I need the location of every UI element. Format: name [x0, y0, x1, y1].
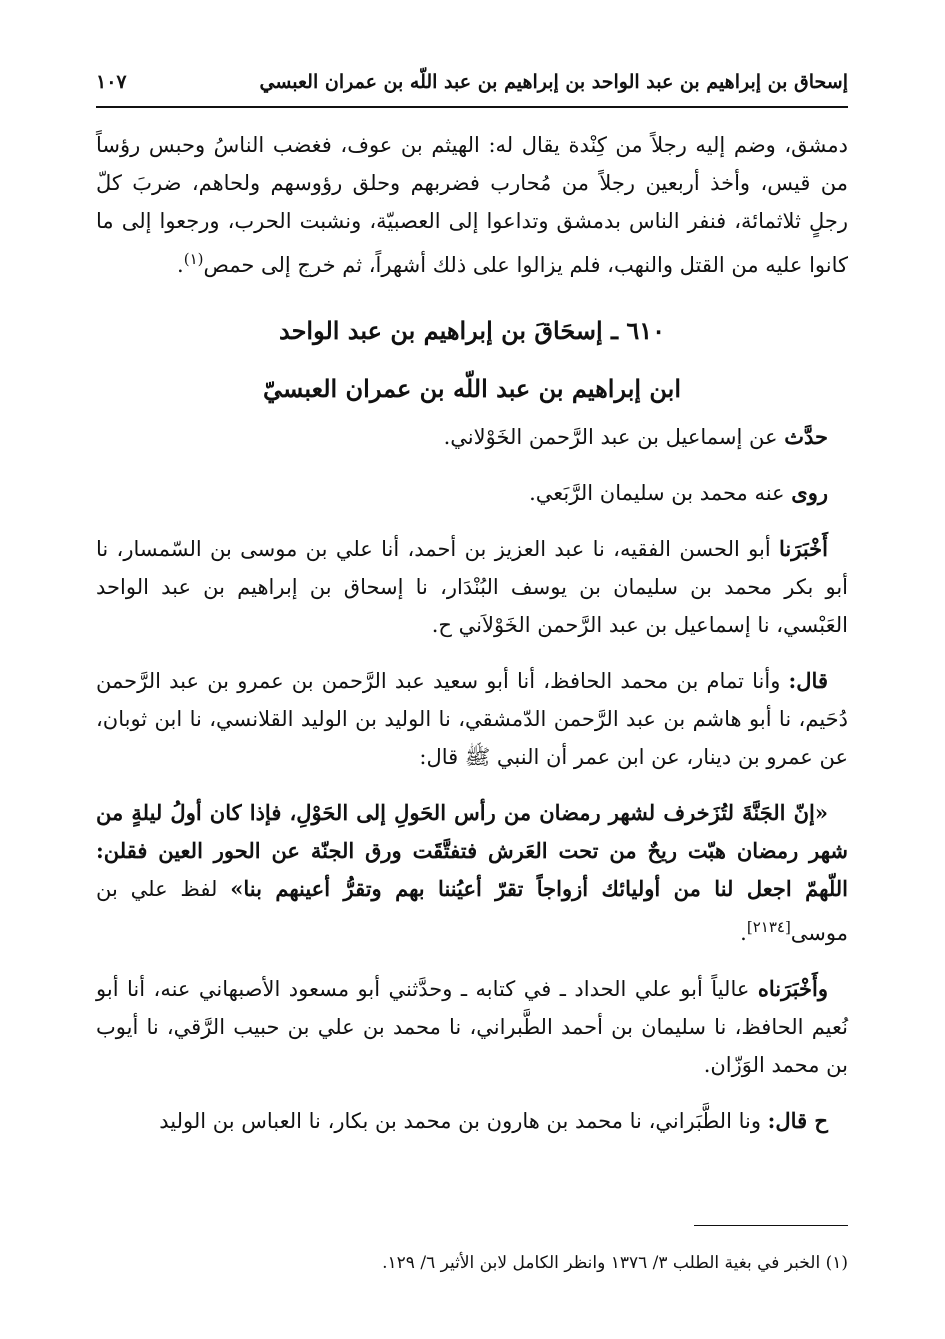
page-body [96, 126, 848, 1140]
page-number: ١٠٧ [96, 71, 127, 93]
footnote-marker: (١) [183, 250, 204, 268]
akhbarnahu-lead: وأَخْبَرَناه [757, 976, 828, 1001]
qala-lead: قال: [788, 668, 828, 693]
running-title: إسحاق بن إبراهيم بن عبد الواحد بن إبراهيم بن عبد اللّه بن عمران العبسي [259, 71, 848, 93]
haddath-lead: حدَّث [784, 424, 828, 449]
entry-heading: ٦١٠ ـ إسحَاقَ بن إبراهيم بن عبد الواحد [278, 316, 666, 345]
isnad-paragraph-2 [96, 662, 848, 776]
paragraph-text: دمشق، وضم إليه رجلاً من كِنْدة يقال له: الهيثم بن عوف، فغضب الناسُ وحبس رؤساً من قيس، وأخذ أربعين رجلاً من مُحارب فضربهم وحلق رؤوسهم ولحاهم، ضربَ كلّ رجلٍ ثلاثمائة، فنفر الناس بدمشق وتداعوا إلى العصبيّة، ونشبت الحرب، ورجعوا إلى ما كانوا عليه من القتل والنهب، فلم يزالوا على ذلك أشهراً، ثم خرج إلى حمص [96, 133, 848, 277]
entry-heading-continued: ابن إبراهيم بن عبد اللّه بن عمران العبسيّ [262, 374, 682, 403]
haddath-line [96, 418, 848, 456]
akhbarana-text: أبو الحسن الفقيه، نا عبد العزيز بن أحمد، أنا علي بن موسى بن السّمسار، نا أبو بكر محمد بن سليمان بن يوسف البُنْدَار، نا إسحاق بن إبراهيم بن عبد الواحد العَبْسي، نا إسماعيل بن عبد الرَّحمن الخَوْلاَني ح. [96, 537, 848, 637]
footnote-divider [694, 1225, 848, 1226]
rawa-lead: روى [791, 480, 828, 505]
rawa-text: عنه محمد بن سليمان الرَّبَعي. [529, 481, 785, 505]
akhbarana-lead: أَخْبَرَنا [779, 536, 828, 561]
page-header [96, 58, 848, 108]
paragraph-end: . [177, 253, 184, 277]
hadith-end: . [740, 921, 747, 945]
ha-qala-text: ونا الطَّبَراني، نا محمد بن هارون بن محمد بن بكار، نا العباس بن الوليد [159, 1109, 761, 1133]
hadith-text: «إنّ الجَنَّةَ لتُزَخرف لشهر رمضان من رأس الحَولِ إلى الحَوْلِ، فإذا كان أولُ ليلةٍ من شهر رمضان هبّت ريحٌ من تحت العَرش فتفتَّقَت ورق الجنّة عن الحور العين فقلن: اللّهمّ اجعل لنا من أوليائك أزواجاً تقرّ أعيُننا بهم وتقرُّ أعينهم بنا» [96, 800, 849, 901]
haddath-text: عن إسماعيل بن عبد الرَّحمن الخَوْلاني. [443, 425, 778, 449]
paragraph-continuation [96, 126, 848, 284]
isnad-paragraph-4 [96, 1102, 848, 1140]
footnote: (١) الخبر في بغية الطلب ٣/ ١٣٧٦ وانظر الكامل لابن الأثير ٦/ ١٢٩. [382, 1253, 848, 1273]
ha-qala-lead: ح قال: [767, 1108, 828, 1133]
qala-text: وأنا تمام بن محمد الحافظ، أنا أبو سعيد عبد الرَّحمن بن عمرو بن عبد الرَّحمن دُحَيم، نا أبو هاشم بن عبد الرَّحمن الدّمشقي، نا الوليد بن الوليد القلانسي، نا ابن ثوبان، عن عمرو بن دينار، عن ابن عمر أن النبي ﷺ قال: [96, 669, 848, 769]
hadith-paragraph [96, 794, 848, 952]
isnad-paragraph-3 [96, 970, 848, 1084]
hadith-number: [٢١٣٤] [746, 918, 791, 936]
isnad-paragraph-1 [96, 530, 848, 644]
hadith-tail: لفظ علي بن موسى [96, 877, 848, 945]
akhbarnahu-text: عالياً أبو علي الحداد ـ في كتابه ـ وحدَّثني أبو مسعود الأصبهاني عنه، أنا أبو نُعيم الحافظ، نا سليمان بن أحمد الطَّبراني، نا محمد بن علي بن حبيب الرَّقي، نا أيوب بن محمد الوَزّان. [96, 977, 848, 1077]
rawa-line [96, 474, 848, 512]
